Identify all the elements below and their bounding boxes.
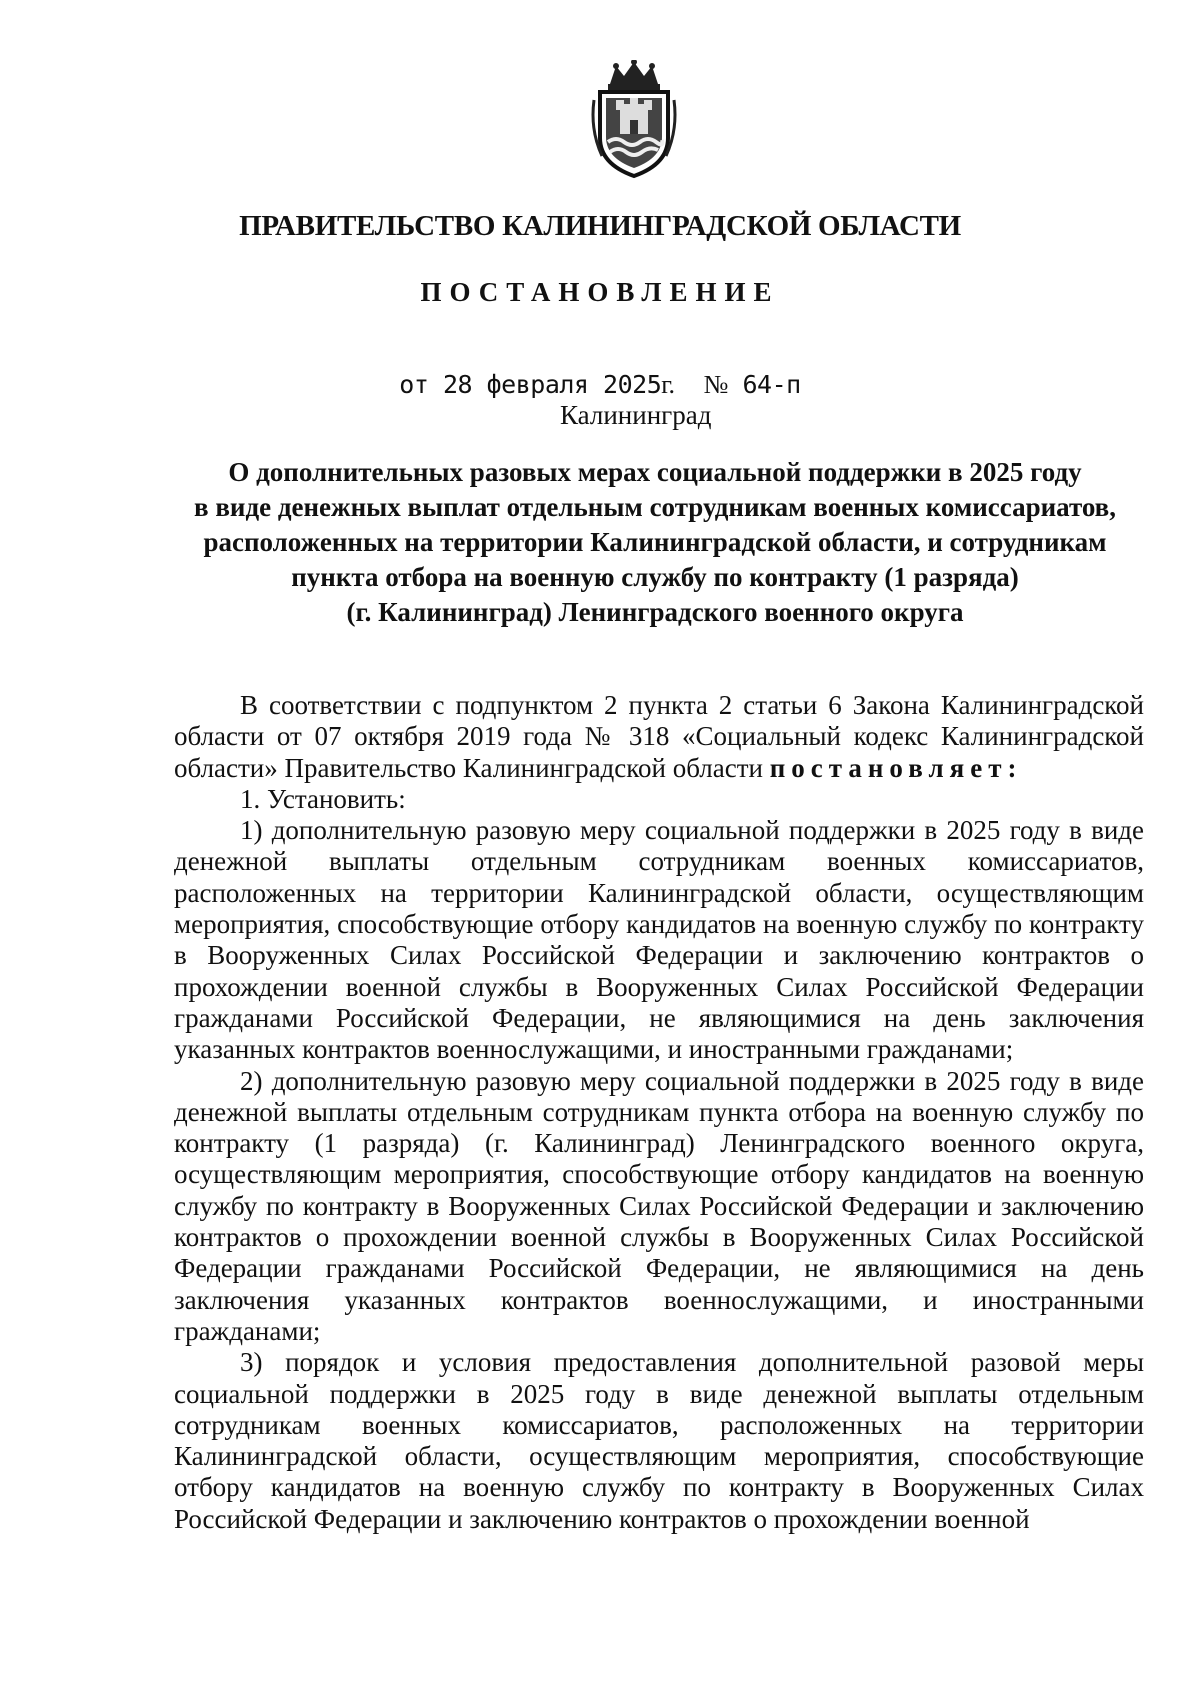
title-line: О дополнительных разовых мерах социальной поддержки в 2025 году xyxy=(228,457,1082,487)
coat-of-arms-icon xyxy=(588,60,680,180)
city: Калининград xyxy=(560,400,712,430)
dateline xyxy=(0,370,1200,400)
document-body xyxy=(174,690,1144,1535)
resolves-word: постановляет: xyxy=(769,752,1023,783)
organization-name: ПРАВИТЕЛЬСТВО КАЛИНИНГРАДСКОЙ ОБЛАСТИ xyxy=(239,210,961,242)
title-line: расположенных на территории Калининградской области, и сотрудникам xyxy=(203,527,1107,557)
item-1: 1. Установить: xyxy=(240,783,406,814)
document-title xyxy=(170,455,1140,630)
document-number: 64-п xyxy=(742,370,801,399)
preamble-text: В соответствии с подпунктом 2 пункта 2 статьи 6 Закона Калининградской области от 07 октября 2019 года № 318 «Социальный кодекс Калининградской области» Правительство Калининградской области xyxy=(174,690,1144,783)
title-line: в виде денежных выплат отдельным сотрудникам военных комиссариатов, xyxy=(193,492,1117,522)
subitem-3: 3) порядок и условия предоставления дополнительной разовой меры социальной поддержки в 2025 году в виде денежной выплаты отдельным сотрудникам военных комиссариатов, расположенных на территории Калининградской области, осуществляющим мероприятия, способствующие отбору кандидатов на военную службу по контракту в Вооруженных Силах Российской Федерации и заключению контрактов о прохождении военной xyxy=(174,1347,1144,1534)
title-line: пункта отбора на военную службу по контракту (1 разряда) xyxy=(291,562,1019,592)
date-year-suffix: г. xyxy=(661,370,675,399)
date-year: 2025 xyxy=(603,370,662,399)
date-prefix: от xyxy=(399,370,429,399)
document-type: ПОСТАНОВЛЕНИЕ xyxy=(420,277,780,307)
preamble-paragraph xyxy=(174,690,1144,784)
number-sign: № xyxy=(703,370,728,399)
date-day-month: 28 февраля xyxy=(442,370,589,399)
title-line: (г. Калининград) Ленинградского военного округа xyxy=(346,597,964,627)
subitem-2: 2) дополнительную разовую меру социальной поддержки в 2025 году в виде денежной выплаты отдельным сотрудникам пункта отбора на военную службу по контракту (1 разряда) (г. Калининград) Ленинградского военного округа, осуществляющим мероприятия, способствующие отбору кандидатов на военную службу по контракту в Вооруженных Силах Российской Федерации и заключению контрактов о прохождении военной службы в Вооруженных Силах Российской Федерации гражданами Российской Федерации, не являющимися на день заключения указанных контрактов военнослужащими, и иностранными гражданами; xyxy=(174,1065,1144,1346)
subitem-1: 1) дополнительную разовую меру социальной поддержки в 2025 году в виде денежной выплаты отдельным сотрудникам военных комиссариатов, расположенных на территории Калининградской области, осуществляющим мероприятия, способствующие отбору кандидатов на военную службу по контракту в Вооруженных Силах Российской Федерации и заключению контрактов о прохождении военной службы в Вооруженных Силах Российской Федерации гражданами Российской Федерации, не являющимися на день заключения указанных контрактов военнослужащими, и иностранными гражданами; xyxy=(174,815,1144,1065)
